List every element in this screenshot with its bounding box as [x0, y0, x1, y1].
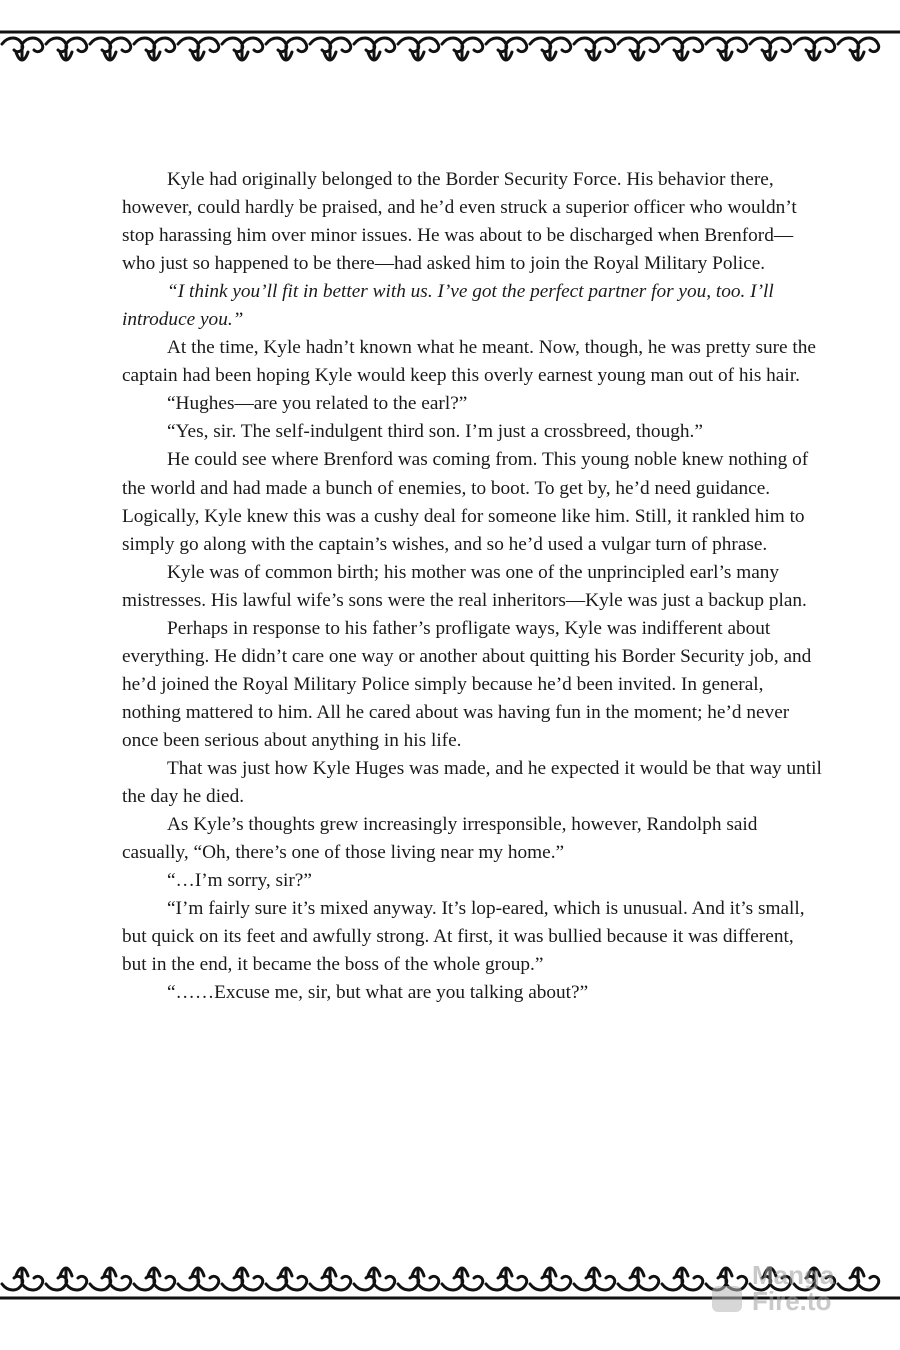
border-scroll: [720, 46, 732, 60]
border-scroll: [632, 46, 644, 60]
watermark-line-1: Manga: [752, 1260, 835, 1290]
paragraph: As Kyle’s thoughts grew increasingly irresponsible, however, Randolph said casually, “Oh, there’s one of those living near my home.”: [122, 814, 758, 864]
border-scroll: [676, 1268, 688, 1282]
border-scroll: [236, 46, 248, 60]
watermark-text: [752, 1262, 834, 1314]
border-scroll: [236, 1268, 248, 1282]
body-text: [122, 166, 822, 1007]
border-scroll: [104, 1268, 116, 1282]
paragraph: “Yes, sir. The self-indulgent third son. I’m just a crossbreed, though.”: [167, 421, 703, 443]
paragraph: Kyle had originally belonged to the Border Security Force. His behavior there, however, could hardly be praised, and he’d even struck a superior officer who wouldn’t stop harassing him over minor issues. He was about to be discharged when Brenford—who just so happened to be there—had asked him to join the Royal Military Police.: [122, 169, 797, 275]
border-scroll: [456, 46, 468, 60]
paragraph: “……Excuse me, sir, but what are you talking about?”: [167, 982, 589, 1004]
border-scroll: [764, 46, 776, 60]
border-scroll: [500, 1268, 512, 1282]
border-scroll: [60, 46, 72, 60]
border-scroll: [324, 46, 336, 60]
top-ornamental-border: [0, 28, 900, 88]
paragraph: “…I’m sorry, sir?”: [167, 870, 312, 892]
border-scroll: [148, 1268, 160, 1282]
border-scroll: [368, 1268, 380, 1282]
border-scroll: [808, 46, 820, 60]
border-scroll: [456, 1268, 468, 1282]
paragraph: “Hughes—are you related to the earl?”: [167, 393, 468, 415]
border-scroll: [500, 46, 512, 60]
border-scroll: [852, 46, 864, 60]
border-scroll: [544, 1268, 556, 1282]
paragraph: That was just how Kyle Huges was made, and he expected it would be that way until the day he died.: [122, 757, 822, 808]
border-scroll: [412, 1268, 424, 1282]
border-scroll: [104, 46, 116, 60]
border-scroll: [280, 1268, 292, 1282]
border-scroll: [192, 46, 204, 60]
border-scroll: [280, 46, 292, 60]
watermark-logo: [712, 1262, 872, 1322]
border-scroll: [192, 1268, 204, 1282]
border-scroll: [412, 46, 424, 60]
paragraph: “I’m fairly sure it’s mixed anyway. It’s lop-eared, which is unusual. And it’s small, but quick on its feet and awfully strong. At first, it was bullied because it was different, but in the end, it became the boss of the whole group.”: [122, 898, 805, 976]
paragraph: He could see where Brenford was coming from. This young noble knew nothing of the world and had made a bunch of enemies, to boot. To get by, he’d need guidance. Logically, Kyle knew this was a cushy deal for someone like him. Still, it rankled him to simply go along with the captain’s wishes, and so he’d used a vulgar turn of phrase.: [122, 449, 809, 555]
border-scroll: [544, 46, 556, 60]
border-scroll: [588, 46, 600, 60]
paragraph: Kyle was of common birth; his mother was one of the unprincipled earl’s many mistresses. His lawful wife’s sons were the real inheritors—Kyle was just a backup plan.: [122, 561, 807, 611]
paragraph: Perhaps in response to his father’s profligate ways, Kyle was indifferent about everything. He didn’t care one way or another about quitting his Border Security job, and he’d joined the Royal Military Police simply because he’d been invited. In general, nothing mattered to him. All he cared about was having fun in the moment; he’d never once been serious about anything in his life.: [122, 617, 812, 751]
border-scroll: [60, 1268, 72, 1282]
border-scroll: [16, 1268, 28, 1282]
border-scroll: [324, 1268, 336, 1282]
border-scroll: [16, 46, 28, 60]
border-scroll: [148, 46, 160, 60]
watermark-line-2: Fire.to: [752, 1286, 832, 1316]
paragraph: “I think you’ll fit in better with us. I’ve got the perfect partner for you, too. I’ll introduce you.”: [122, 281, 774, 331]
border-scroll: [632, 1268, 644, 1282]
border-scroll: [676, 46, 688, 60]
border-scroll: [588, 1268, 600, 1282]
border-scroll: [368, 46, 380, 60]
watermark-icon: [712, 1286, 742, 1312]
paragraph: At the time, Kyle hadn’t known what he meant. Now, though, he was pretty sure the captain had been hoping Kyle would keep this overly earnest young man out of his hair.: [122, 337, 816, 387]
